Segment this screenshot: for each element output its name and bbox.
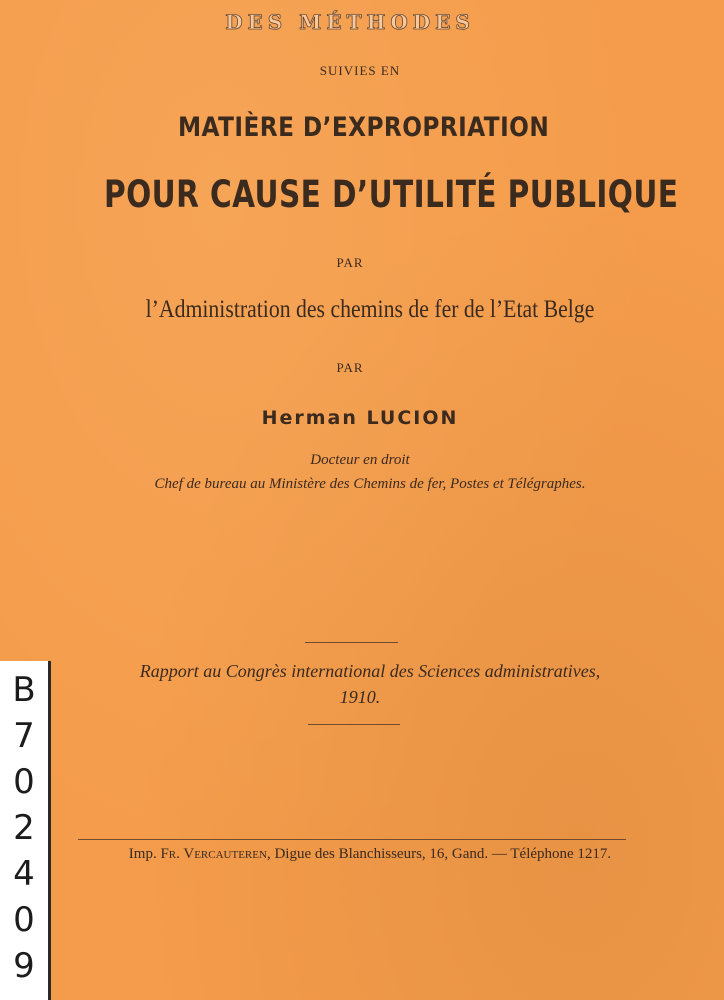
author-position: Chef de bureau au Ministère des Chemins de fer, Postes et Télégraphes. (154, 476, 586, 492)
imprint-rule (78, 839, 626, 840)
call-number-char: B (12, 670, 36, 710)
call-number-char: 9 (13, 946, 35, 986)
call-number-label (0, 661, 51, 1000)
subtitle-suivies-en: SUIVIES EN (319, 63, 401, 78)
report-line: Rapport au Congrès international des Sciences administratives, (139, 661, 601, 681)
call-number-char: 4 (13, 854, 35, 894)
imprint-printer: Fr. Vercauteren (160, 846, 267, 862)
title-matiere: MATIÈRE D’EXPROPRIATION (178, 112, 550, 143)
par-label-1: PAR (336, 255, 364, 270)
par-label-2: PAR (336, 360, 364, 375)
imprint-prefix: Imp. (128, 846, 161, 862)
title-des-methodes: DES MÉTHODES (225, 10, 475, 34)
report-year: 1910. (339, 687, 381, 707)
call-number-char: 2 (13, 808, 35, 848)
imprint-line (40, 846, 700, 863)
call-number-char: 7 (13, 716, 35, 756)
call-number-char: 0 (13, 762, 35, 802)
imprint-rest: , Digue des Blanchisseurs, 16, Gand. — Téléphone 1217. (266, 846, 612, 862)
author-name: Herman LUCION (261, 407, 459, 429)
divider-bottom (308, 724, 400, 725)
title-pour-cause: POUR CAUSE D’UTILITÉ PUBLIQUE (104, 173, 679, 216)
institution-line: l’Administration des chemins de fer de l’Etat Belge (145, 296, 595, 323)
divider-top (305, 642, 398, 643)
author-degree: Docteur en droit (310, 452, 410, 468)
call-number-char: 0 (13, 900, 35, 940)
